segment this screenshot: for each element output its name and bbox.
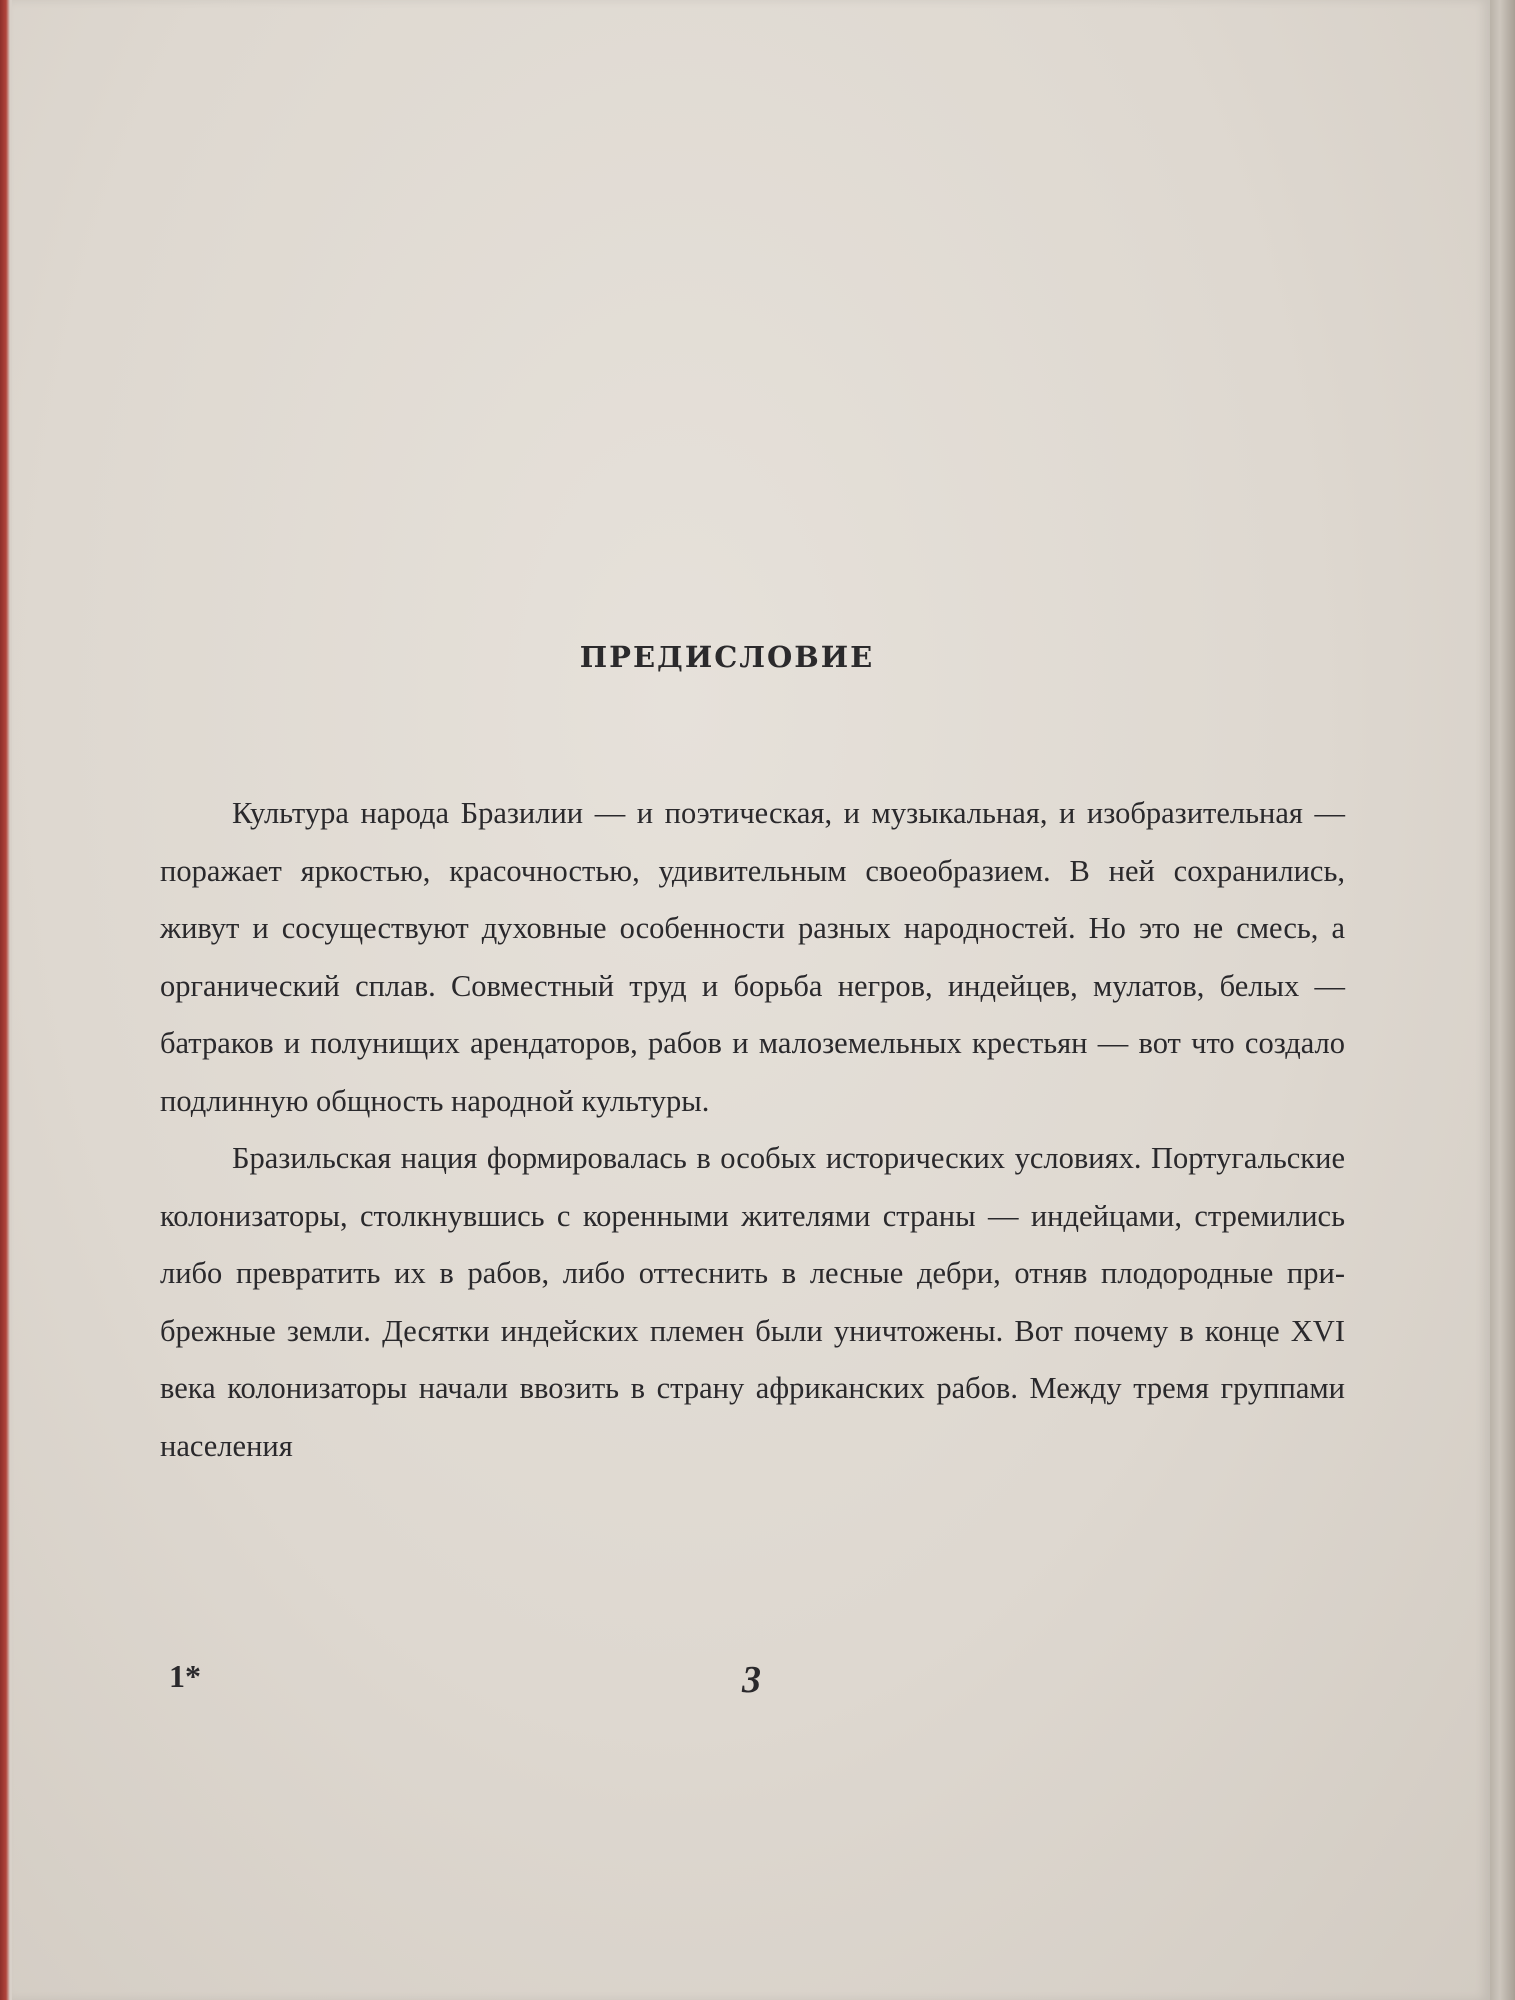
paragraph-2: Бразильская нация формировалась в особых исторических условиях. Португальские колонизаторы, столкнувшись с коренными жителями страны — индейцами, стремились либо превратить их в рабов, либо оттеснить в лесные дебри, отняв плодородные прибрежные земли. Десятки индейских племен были уничтожены. Вот почему в конце XVI века колонизаторы начали ввозить в страну африканских рабов. Между тремя группами населения — [160, 1141, 1345, 1463]
page-number: 3 — [742, 1659, 761, 1701]
signature-mark: 1* — [169, 1658, 201, 1694]
body-text — [160, 785, 1345, 1475]
page-heading: ПРЕДИСЛОВИЕ — [579, 640, 875, 674]
book-page — [12, 0, 1490, 2000]
book-cover-edge — [1490, 0, 1515, 2000]
paragraph-1: Культура народа Бразилии — и поэтическая, и музыкальная, и изобразительная — поражает яркостью, красочностью, удивительным своеобразием. В ней сохранились, живут и сосуществуют духовные особенности разных народностей. Но это не смесь, а органический сплав. Совместный труд и борьба негров, индейцев, мулатов, белых — батраков и полунищих арендаторов, рабов и малоземельных крестьян — вот что создало подлинную общность народной культуры. — [160, 796, 1345, 1118]
